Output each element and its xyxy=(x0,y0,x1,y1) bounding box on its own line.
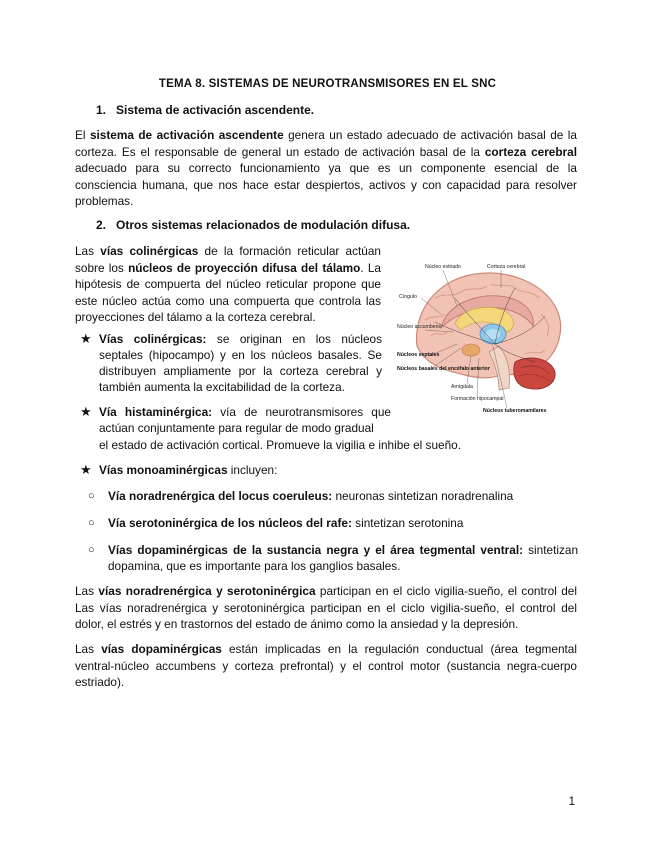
circle-bullet-icon: ○ xyxy=(88,544,95,556)
label-nucleos-tuberomamilares: Núcleos tuberomamilares xyxy=(483,408,547,414)
paragraph-activation: El sistema de activación ascendente genera un estado adecuado de activación basal de la corteza. Es el responsable de general un estado de activación basal de la corteza cerebral adecuado para su correcto funcionamiento ya que es un componente esencial de la consciencia humana, que nos hace estar despiertos, activos y con capacidad para resolver problemas. xyxy=(75,128,577,209)
amygdala xyxy=(462,344,480,356)
subitem-dopaminergic: Vías dopaminérgicas de la sustancia negra y el área tegmental ventral: sintetizan dopamina, que es importante para los ganglios basales. xyxy=(108,543,578,574)
bullet-histaminergic: Vía histaminérgica: vía de neurotransmisores que actúan conjuntamente para regular de modo gradual xyxy=(99,405,391,435)
page-number: 1 xyxy=(568,796,575,808)
bullet-histaminergic-continued: el estado de activación cortical. Promueve la vigilia e inhibe el sueño. xyxy=(99,438,461,452)
paragraph-noradrenergic-serotonergic: Las vías noradrenérgica y serotoninérgica participan en el ciclo vigilia-sueño, el control del Las vías noradrenérgica y serotoninérgica participan en el ciclo vigilia-sueño, el control del dolor, el estrés y en trastornos del estado de ánimo como la ansiedad y la depresión. xyxy=(75,584,577,632)
section-heading-1 xyxy=(96,103,314,117)
section-number: 1. xyxy=(96,103,107,117)
bullet-monoaminergic: Vías monoaminérgicas incluyen: xyxy=(99,463,278,477)
label-nucleos-basales: Núcleos basales del encéfalo anterior xyxy=(397,366,490,372)
label-formacion-hipocampal: Formación hipocampal xyxy=(451,396,504,402)
star-bullet-icon: ★ xyxy=(80,462,92,477)
section-number: 2. xyxy=(96,218,107,232)
paragraph-cholinergic: Las vías colinérgicas de la formación reticular actúan sobre los núcleos de proyección difusa del tálamo. La hipótesis de compuerta del núcleo reticular propone que este núcleo actúa como una compuerta que controla las proyecciones del tálamo a la corteza cerebral. xyxy=(75,244,381,325)
label-nucleo-estriado: Núcleo estriado xyxy=(425,264,462,270)
label-nucleo-accumbens: Núcleo accumbens xyxy=(397,324,442,330)
label-cingulo: Cíngulo xyxy=(399,294,417,300)
circle-bullet-icon: ○ xyxy=(88,517,95,529)
circle-bullet-icon: ○ xyxy=(88,490,95,502)
page-title: TEMA 8. SISTEMAS DE NEUROTRANSMISORES EN EL SNC xyxy=(158,78,497,90)
label-amigdala: Amígdala xyxy=(451,384,473,390)
paragraph-dopaminergic: Las vías dopaminérgicas están implicadas en la regulación conductual (área tegmental ventral-núcleo accumbens y corteza prefrontal) y el control motor (sustancia negra-cuerpo estriado). xyxy=(75,642,577,690)
subitem-serotonergic: Vía serotoninérgica de los núcleos del rafe: sintetizan serotonina xyxy=(108,516,464,530)
section-heading-text: Otros sistemas relacionados de modulación difusa. xyxy=(116,218,411,232)
brain-sagittal-illustration xyxy=(395,258,575,416)
star-bullet-icon: ★ xyxy=(80,331,92,346)
bullet-cholinergic: Vías colinérgicas: se originan en los núcleos septales (hipocampo) y en los núcleos basales. Se distribuyen ampliamente por la corteza cerebral y también aumenta la excitabilidad de la corteza. xyxy=(99,332,382,394)
section-heading-2 xyxy=(96,218,410,232)
label-nucleos-septales: Núcleos septales xyxy=(397,352,440,358)
subitem-noradrenergic: Vía noradrenérgica del locus coeruleus: neuronas sintetizan noradrenalina xyxy=(108,489,514,503)
brain-diagram xyxy=(395,258,575,416)
section-heading-text: Sistema de activación ascendente. xyxy=(116,103,315,117)
star-bullet-icon: ★ xyxy=(80,404,92,419)
label-corteza-cerebral: Corteza cerebral xyxy=(487,264,526,270)
